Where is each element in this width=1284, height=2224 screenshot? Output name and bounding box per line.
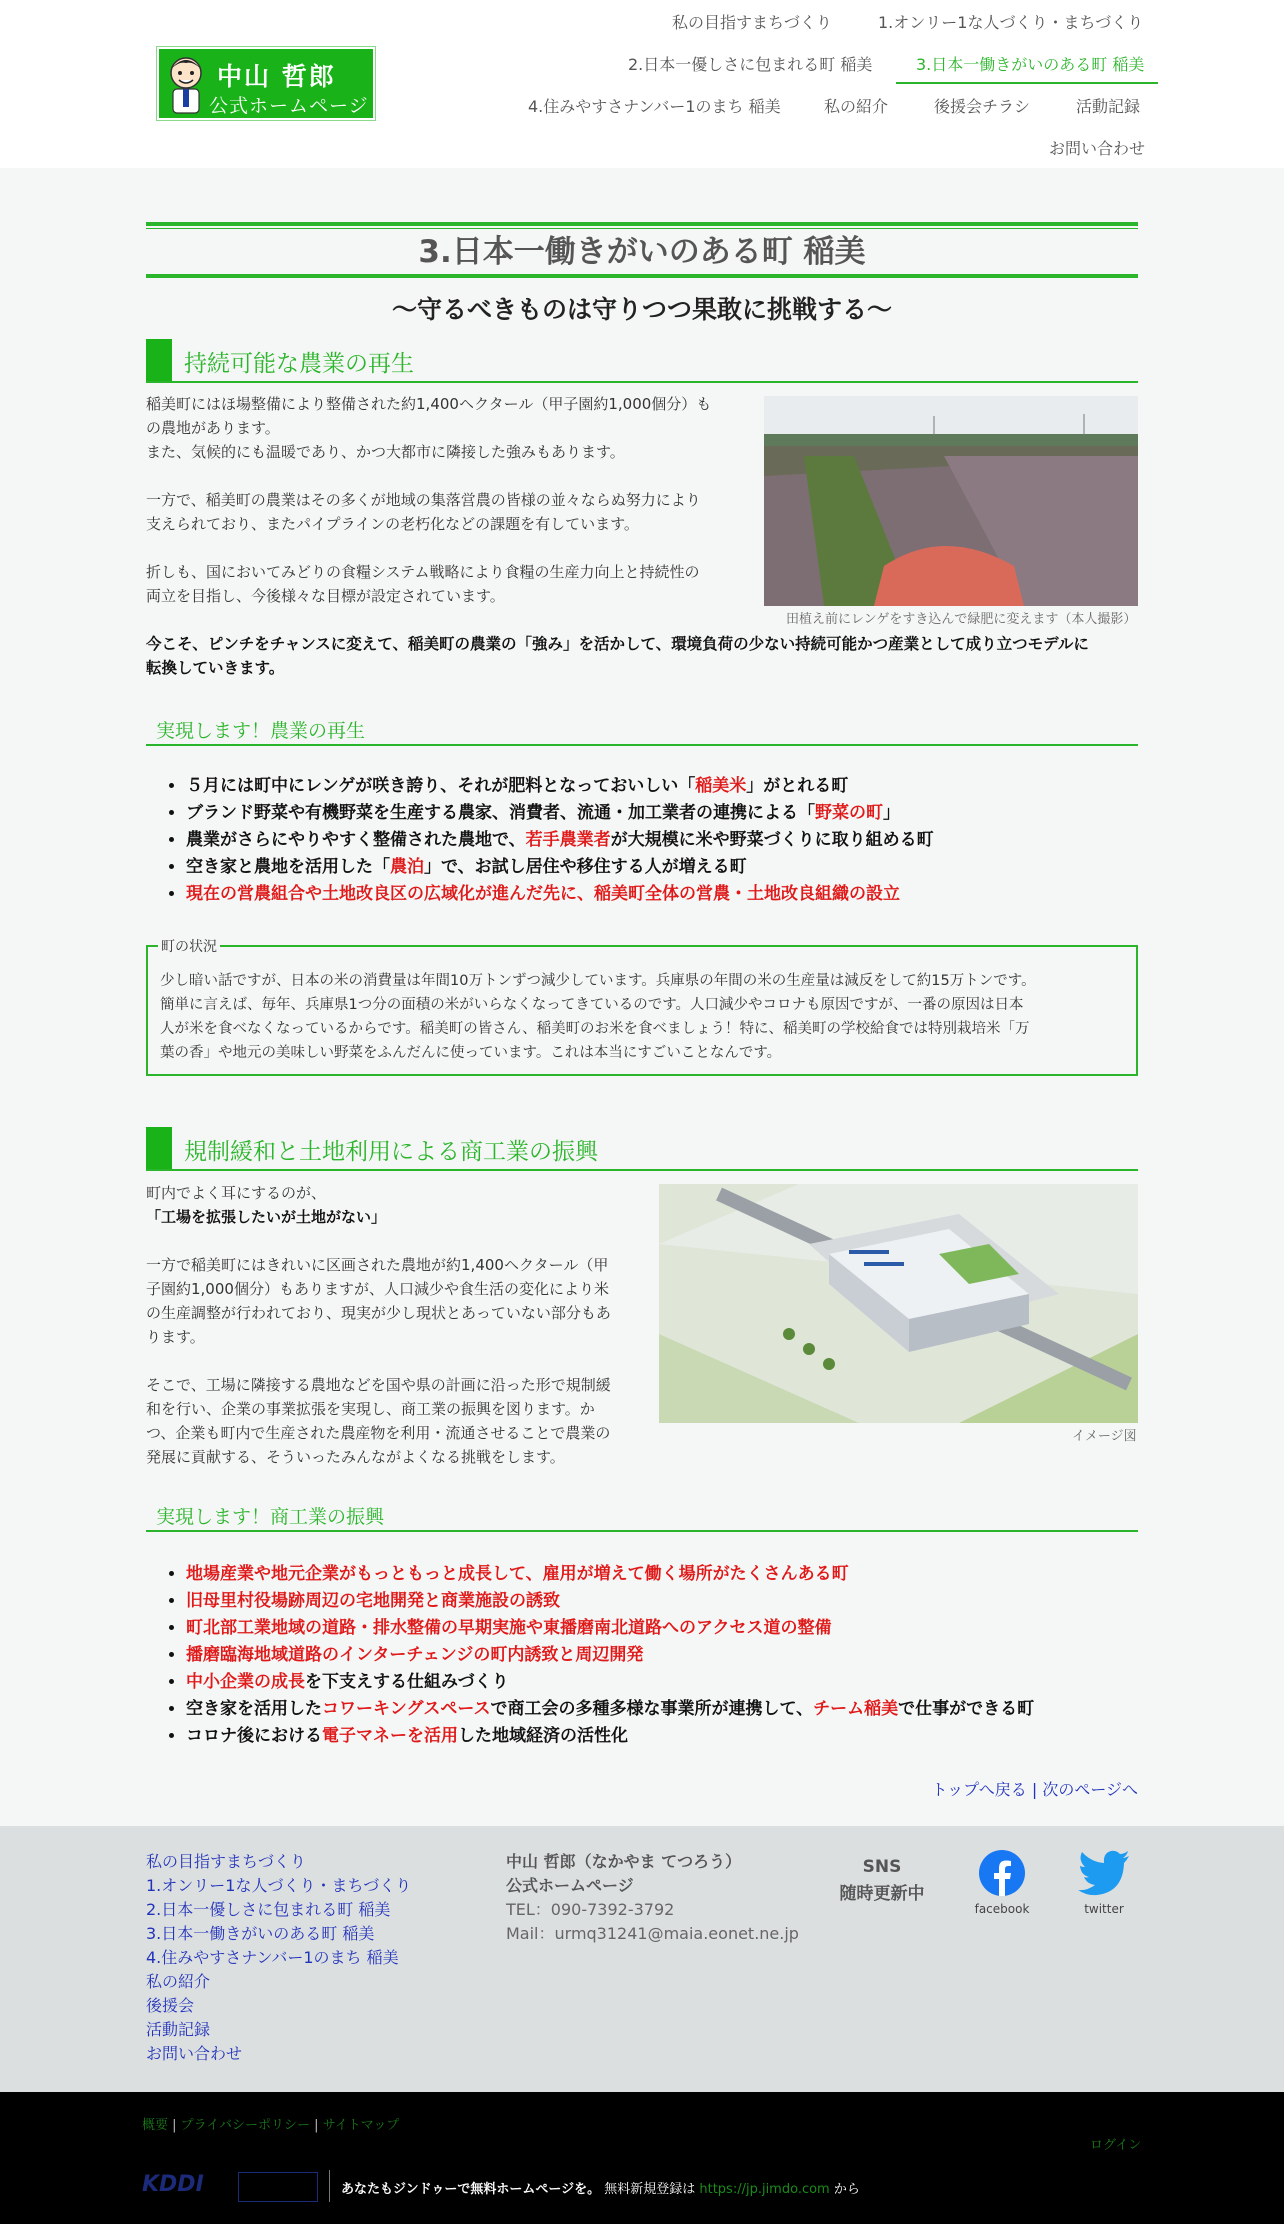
text-line: 町内でよく耳にするのが、 <box>146 1184 327 1202</box>
list-item: • コロナ後における電子マネーを活用した地域経済の活性化 <box>186 1723 1034 1750</box>
text-line: 一方で、稲美町の農業はその多くが地域の集落営農の皆様の並々ならぬ努力により <box>146 491 701 509</box>
section-heading-text: 持続可能な農業の再生 <box>184 351 414 377</box>
contact-tel: TEL：090-7392-3792 <box>506 1900 675 1919</box>
contact-name: 中山 哲郎（なかやま てつろう） <box>506 1852 742 1871</box>
twitter-icon <box>1077 1850 1131 1896</box>
twitter-label: twitter <box>1084 1902 1124 1916</box>
facebook-icon <box>979 1850 1025 1896</box>
text-line: 葉の香」や地元の美味しい野菜をふんだんに使っています。これは本当にすごいことなんです。 <box>160 1045 782 1061</box>
logo-name: 中山 哲郎 <box>217 62 336 91</box>
sns-label <box>836 1854 928 1908</box>
jimdo-promo <box>341 2178 860 2197</box>
sns-title: SNS <box>862 1857 902 1877</box>
list-item: • 播磨臨海地域道路のインターチェンジの町内誘致と周辺開発 <box>186 1642 1034 1669</box>
photo-caption: 田植え前にレンゲをすき込んで緑肥に変えます（本人撮影） <box>786 612 1137 627</box>
text-line: 一方で稲美町にはきれいに区画された農地が約1,400ヘクタール（甲 <box>146 1256 609 1274</box>
page-title: 3.日本一働きがいのある町 稲美 <box>418 234 866 270</box>
footer-link[interactable]: 活動記録 <box>146 2020 211 2039</box>
nav-item-flyer[interactable]: 後援会チラシ <box>934 97 1031 116</box>
privacy-link[interactable]: プライバシーポリシー <box>180 2118 311 2133</box>
text-line: 支えられており、またパイプラインの老朽化などの課題を有しています。 <box>146 515 639 533</box>
commerce-goals-list <box>186 1561 1034 1750</box>
footer-link[interactable]: 1.オンリー1な人づくり・まちづくり <box>146 1876 412 1895</box>
partner-logo[interactable] <box>238 2172 318 2202</box>
site-footer <box>0 1826 1284 2092</box>
text-line: つ、企業も町内で生産された農産物を利用・流通させることで農業の <box>146 1424 611 1442</box>
caricature-icon <box>163 53 209 115</box>
jimdo-link[interactable]: https://jp.jimdo.com <box>699 2182 830 2197</box>
facebook-link[interactable] <box>974 1850 1030 1916</box>
list-item: • 空き家を活用したコワーキングスペースで商工会の多種多様な事業所が連携して、チーム稲美で仕事ができる町 <box>186 1696 1034 1723</box>
nav-item-policy-4[interactable]: 4.住みやすさナンバー1のまち 稲美 <box>528 97 781 116</box>
text-line: の生産調整が行われており、現実が少し現状とあっていない部分もあ <box>146 1304 611 1322</box>
list-item: • 旧母里村役場跡周辺の宅地開発と商業施設の誘致 <box>186 1588 1034 1615</box>
promo-text: あなたもジンドゥーで無料ホームページを。 <box>341 2182 601 2197</box>
text-line: また、気候的にも温暖であり、かつ大都市に隣接した強みもあります。 <box>146 443 625 461</box>
back-to-top-link[interactable]: トップへ戻る <box>931 1780 1027 1799</box>
twitter-link[interactable] <box>1076 1850 1132 1916</box>
agriculture-conclusion <box>146 632 1138 680</box>
commerce-description <box>146 1181 646 1469</box>
logo-subtitle: 公式ホームページ <box>209 95 369 117</box>
list-item: • 農業がさらにやりやすく整備された農地で、若手農業者が大規模に米や野菜づくりに取り組める町 <box>186 827 934 854</box>
nav-item-profile[interactable]: 私の紹介 <box>824 97 889 116</box>
text-line: 子園約1,000個分）もありますが、人口減少や食生活の変化により米 <box>146 1280 609 1298</box>
list-item: • 中小企業の成長を下支えする仕組みづくり <box>186 1669 1034 1696</box>
text-line: 両立を目指し、今後様々な目標が設定されています。 <box>146 587 505 605</box>
text-line: 発展に貢献する、そういったみんながよくなる挑戦をします。 <box>146 1448 565 1466</box>
nav-item-contact[interactable]: お問い合わせ <box>1049 139 1146 158</box>
site-header <box>0 0 1284 168</box>
text-line: の農地があります。 <box>146 419 280 437</box>
image-caption: イメージ図 <box>1072 1429 1137 1444</box>
page-navigation-links <box>932 1777 1138 1800</box>
text-line: 転換していきます。 <box>146 659 285 677</box>
footer-link[interactable]: お問い合わせ <box>146 2044 243 2063</box>
section-heading-text: 規制緩和と土地利用による商工業の振興 <box>184 1139 598 1165</box>
footer-nav <box>146 1850 411 2066</box>
list-item: • 現在の営農組合や土地改良区の広域化が進んだ先に、稲美町全体の営農・土地改良組織の設立 <box>186 881 934 908</box>
facebook-label: facebook <box>974 1902 1030 1916</box>
list-item: • 空き家と農地を活用した「農泊」で、お試し居住や移住する人が増える町 <box>186 854 934 881</box>
list-item: • ブランド野菜や有機野菜を生産する農家、消費者、流通・加工業者の連携による「野菜の町」 <box>186 800 934 827</box>
text-line: 今こそ、ピンチをチャンスに変えて、稲美町の農業の「強み」を活かして、環境負荷の少ない持続可能かつ産業として成り立つモデルに <box>146 635 1089 653</box>
footer-contact <box>506 1850 799 1946</box>
footer-link[interactable]: 4.住みやすさナンバー1のまち 稲美 <box>146 1948 399 1967</box>
section-heading-commerce <box>146 1127 1138 1171</box>
text-line: 少し暗い話ですが、日本の米の消費量は年間10万トンずつ減少しています。兵庫県の年間の米の生産量は減反をして約15万トンです。 <box>160 973 1036 989</box>
link-separator: | <box>1026 1780 1043 1799</box>
section-heading-agriculture <box>146 339 1138 383</box>
about-link[interactable]: 概要 <box>142 2118 169 2133</box>
list-item: • 町北部工業地域の道路・排水整備の早期実施や東播磨南北道路へのアクセス道の整備 <box>186 1615 1034 1642</box>
nav-item-activity[interactable]: 活動記録 <box>1076 97 1141 116</box>
agriculture-goals-list <box>186 773 934 908</box>
bottom-links: 概要 | プライバシーポリシー | サイトマップ <box>142 2118 400 2133</box>
town-status-text <box>160 969 1128 1065</box>
nav-item-policy-2[interactable]: 2.日本一優しさに包まれる町 稲美 <box>628 55 873 74</box>
text-line: 人が米を食べなくなっているからです。稲美町の皆さん、稲美町のお米を食べましょう！特に、稲美町の学校給食では特別栽培米「万 <box>160 1021 1030 1037</box>
list-item: • ５月には町中にレンゲが咲き誇り、それが肥料となっておいしい「稲美米」がとれる町 <box>186 773 934 800</box>
next-page-link[interactable]: 次のページへ <box>1042 1780 1138 1799</box>
title-rule-bottom <box>146 274 1138 278</box>
nav-active-indicator <box>896 82 1158 84</box>
jimdo-bottom-bar <box>0 2092 1284 2224</box>
page-subtitle: ～守るべきものは守りつつ果敢に挑戦する～ <box>391 295 892 324</box>
footer-link[interactable]: 3.日本一働きがいのある町 稲美 <box>146 1924 375 1943</box>
footer-link[interactable]: 後援会 <box>146 1996 195 2015</box>
factory-rendering-image <box>659 1184 1138 1423</box>
contact-site: 公式ホームページ <box>506 1876 634 1895</box>
text-line: そこで、工場に隣接する農地などを国や県の計画に沿った形で規制緩 <box>146 1376 611 1394</box>
subheading-text: 実現します！商工業の振興 <box>156 1506 385 1528</box>
nav-item-vision[interactable]: 私の目指すまちづくり <box>672 13 832 32</box>
subheading-text: 実現します！農業の再生 <box>156 720 366 742</box>
renge-field-photo <box>764 396 1138 606</box>
heading-bar <box>146 1127 172 1169</box>
quote-text: 「工場を拡張したいが土地がない」 <box>146 1208 387 1226</box>
login-link[interactable]: ログイン <box>1090 2138 1142 2153</box>
nav-item-policy-1[interactable]: 1.オンリー1な人づくり・まちづくり <box>878 13 1144 32</box>
sns-subtitle: 随時更新中 <box>839 1884 925 1904</box>
text-line: ります。 <box>146 1328 205 1346</box>
sitemap-link[interactable]: サイトマップ <box>322 2118 400 2133</box>
text-line: 折しも、国においてみどりの食糧システム戦略により食糧の生産力向上と持続性の <box>146 563 700 581</box>
contact-mail: Mail：urmq31241@maia.eonet.ne.jp <box>506 1924 799 1943</box>
footer-link[interactable]: 私の目指すまちづくり <box>146 1852 306 1871</box>
promo-text: 無料新規登録は <box>600 2182 700 2197</box>
subheading-realize-commerce <box>146 1500 1138 1532</box>
promo-text: から <box>829 2182 860 2197</box>
text-line: 和を行い、企業の事業拡張を実現し、商工業の振興を図ります。か <box>146 1400 595 1418</box>
subheading-realize-agriculture <box>146 714 1138 746</box>
heading-bar <box>146 339 172 381</box>
text-line: 稲美町にはほ場整備により整備された約1,400ヘクタール（甲子園約1,000個分）も <box>146 395 712 413</box>
list-item: • 地場産業や地元企業がもっともっと成長して、雇用が増えて働く場所がたくさんある町 <box>186 1561 1034 1588</box>
divider <box>329 2170 330 2202</box>
agriculture-description <box>146 392 746 608</box>
footer-link[interactable]: 私の紹介 <box>146 1972 211 1991</box>
nav-item-policy-3[interactable]: 3.日本一働きがいのある町 稲美 <box>916 55 1145 74</box>
footer-link[interactable]: 2.日本一優しさに包まれる町 稲美 <box>146 1900 391 1919</box>
site-logo[interactable] <box>157 47 375 120</box>
kddi-logo[interactable]: KDDI <box>142 2172 204 2197</box>
text-line: 簡単に言えば、毎年、兵庫県1つ分の面積の米がいらなくなってきているのです。人口減少やコロナも原因ですが、一番の原因は日本 <box>160 997 1024 1013</box>
town-status-legend: 町の状況 <box>158 936 220 956</box>
town-status-box <box>146 939 1138 1076</box>
